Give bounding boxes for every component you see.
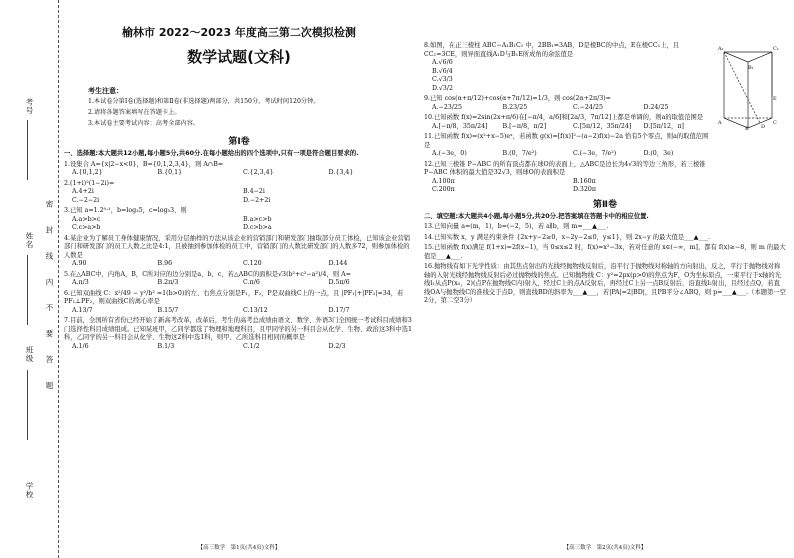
question-stem: 4.某企业为了解员工身体健康情况，采用分层抽样的方法从该企业的营销部门和研发部门抽取部分员工体检，已知该企业营销部门和研发部门的员工人数之比是4:1，且被抽到参加体检的员工中，营销部门的人数比研发部门的人数多72，则参加体检的人数是 — [64, 234, 411, 259]
page-one — [64, 0, 414, 558]
school-label: 学校 — [25, 482, 34, 499]
exam-number-line — [27, 120, 28, 180]
answer-option: B.160π — [573, 177, 596, 185]
question — [64, 317, 414, 351]
answer-option: B.2π/3 — [157, 279, 179, 287]
seal-notice: 密 封 线 内 不 要 答 题 — [45, 200, 54, 397]
answer-option: D.2/3 — [328, 342, 346, 350]
question — [64, 271, 414, 288]
answer-option: A.√6/6 — [432, 59, 453, 66]
blank-question-list — [424, 223, 786, 306]
answer-option: C.13/12 — [243, 306, 268, 314]
answer-option: D.[5π/12，π] — [643, 122, 684, 130]
answer-option: A.[−π/8，35π/24] — [432, 122, 488, 130]
answer-option: C.−2−2i — [72, 196, 100, 204]
answer-option: D.c>b>a — [243, 224, 272, 232]
answer-option: B.4−2i — [243, 188, 265, 196]
binding-strip — [0, 0, 59, 558]
answer-option: D.144 — [328, 260, 348, 268]
question-stem: 10.已知函数 f(x)=2sin(2x+π/6)在[−π/4，a/6]和[2a/3，7π/12]上都是单调的，则a的取值范围是 — [424, 114, 704, 121]
answer-option: B.{0,1} — [157, 169, 183, 177]
question — [424, 161, 714, 195]
question-stem: 3.已知 a=1.2⁰·¹，b=log₃5，c=log₅3，则 — [64, 207, 187, 215]
question-stem: 2.(1+i)²(1−2i)= — [64, 179, 115, 187]
answer-option: B.(0，7/e²) — [502, 150, 537, 157]
answer-option: C.−24/25 — [573, 103, 604, 111]
fill-in-question: 14.已知实数 x，y 满足约束条件 {2x+y−2≥0，x−2y−2≤0，y≤1}，则 2x−y 的最大值是___▲___. — [424, 233, 710, 241]
fill-in-question: 13.已知向量 a=(m，1)，b=(−2，5)，若 a∥b，则 m=___▲___. — [424, 223, 609, 231]
name-line — [27, 255, 28, 325]
answer-option: A.(−3e，0) — [432, 150, 467, 157]
answer-option: A.100π — [432, 177, 455, 185]
question-stem: 12.已知三棱锥 P−ABC 的所有顶点都在球O的表面上，△ABC是边长为4√3的等边三角形，若三棱锥 P−ABC 体积的最大值是32√3，则球O的表面积是 — [424, 160, 706, 176]
figure-label: C₁ — [773, 46, 779, 52]
answer-option: D.{3,4} — [328, 169, 354, 177]
part-two-title: 第Ⅱ卷 — [593, 199, 617, 210]
answer-option: D.24/25 — [643, 103, 669, 111]
answer-option: D.320π — [573, 186, 596, 193]
notice-item: 3.本试卷主要考试内容：高考全部内容。 — [88, 120, 200, 128]
answer-option: A.13/7 — [72, 306, 93, 314]
fill-in-question: 16.抛物线有如下光学性质：由其焦点射出的光线经抛物线反射后，沿平行于抛物线对称轴的方向射出，反之，平行于抛物线对称轴的入射光线经抛物线反射后必过抛物线的焦点。已知抛物线 C：y²=2px(p>0)的焦点为F，O为坐标原点，一束平行于x轴的光线l₁从点P(x₀，2)(点P在抛物线C内)射入，经过C上的点A反射后，再经过C上另一点B反射后，沿直线l₂射出，且经过点Q，若直线OA与抛物线C的准线交于点D，则直线BD的斜率为___▲___，若|PA|=2|BD|，且PB平分∠ABQ，则 p=___▲___.（本题第一空2分，第二空3分） — [424, 263, 786, 305]
answer-option: C.[5π/12，35π/24] — [573, 122, 632, 130]
figure-label: A — [718, 120, 722, 126]
answer-option: B.15/7 — [157, 306, 179, 314]
answer-option: C.200π — [432, 186, 455, 193]
figure-label: A₁ — [718, 46, 724, 52]
notice-box — [88, 85, 414, 130]
question-stem: 9.已知 cos(α+π/12)+cos(α+7π/12)=1/3，则 cos(2α+2π/3)= — [424, 95, 611, 102]
answer-option: A.4+2i — [72, 188, 94, 196]
notice-item: 2.请将各题答案填写在答题卡上。 — [88, 109, 181, 117]
question — [64, 207, 414, 233]
answer-option: C.c>a>b — [72, 224, 101, 232]
answer-option: A.a>b>c — [72, 215, 101, 223]
question — [64, 161, 414, 178]
answer-option: D.17/7 — [328, 306, 350, 314]
answer-option: A.{0,1,2} — [72, 169, 103, 177]
section-two-instructions: 二、填空题:本大题共4小题,每小题5分,共20分.把答案填在答题卡中的相应位置. — [424, 212, 649, 220]
section-one-instructions: 一、选择题:本大题共12小题,每小题5分,共60分.在每小题给出的四个选项中,只有一项是符合题目要求的. — [64, 150, 359, 158]
question-stem: 7.目前，全国所有省份已经开始了新高考改革，改革后，考生的高考总成绩由语文、数学、外语3门全国统一考试科目成绩和3门选择性科目成绩组成。已知某班甲，乙同学都选了物理和地理科目，且甲同学的另一科目会从化学、生物、政治这3科中选1科，乙同学的另一科目会从化学、生物这2科中选1科，则甲、乙所选科目相同的概率是 — [64, 317, 413, 342]
answer-option: A.1/6 — [72, 342, 89, 350]
class-label: 班级 — [25, 346, 34, 363]
question-list — [64, 161, 414, 352]
question — [64, 235, 414, 269]
figure-label: B — [745, 126, 749, 132]
answer-option: D.5π/6 — [328, 279, 350, 287]
question — [424, 114, 714, 131]
question-stem: 6.已知双曲线 C：x²/49 − y²/b² =1(b>0)的左、右焦点分别是F₁，F₂，P是双曲线C上的一点，且 |PF₁|+|PF₂|=34，若 PF₁⊥PF₂，则双曲线C的离心率是 — [64, 289, 404, 306]
answer-option: C.π/6 — [243, 279, 260, 287]
answer-option: D.−2+2i — [243, 196, 271, 204]
answer-option: B.1/3 — [157, 342, 175, 350]
class-line — [27, 370, 28, 440]
question — [64, 290, 414, 316]
question — [424, 42, 714, 93]
fill-in-question: 15.已知函数 f(x)满足 f(1+x)=2f(x−1)，当 0≤x≤2 时，f(x)=x²−3x，若对任意的 x∈(−∞，m]，都有 f(x)≥−8，则 m 的最大值是___▲___. — [424, 244, 786, 260]
question — [424, 95, 714, 112]
figure-label: C — [773, 120, 777, 126]
answer-option: B.23/25 — [502, 103, 528, 111]
question — [424, 133, 714, 159]
exam-header: 榆林市 2022～2023 年度高三第二次模拟检测 — [122, 26, 356, 39]
notice-item: 1.本试卷分第Ⅰ卷(选择题)和第Ⅱ卷(非选择题)两部分，共150分。考试时间120分钟。 — [88, 98, 320, 106]
answer-option: B.96 — [157, 260, 173, 268]
answer-option: A.90 — [72, 260, 87, 268]
question-list — [424, 42, 714, 195]
exam-title: 数学试题(文科) — [187, 47, 291, 66]
question-stem: 1.设集合 A={x|2−x<0}，B={0,1,2,3,4}，则 A∩B= — [64, 160, 224, 168]
answer-option: C.(−3e，7/e²) — [573, 150, 617, 157]
figure-label: D — [761, 124, 766, 130]
page-footer: 【高三数学 第1页(共4页)文科】 — [197, 544, 281, 551]
question-stem: 8.如图，在正三棱柱 ABC−A₁B₁C₁ 中，2BB₁=3AB，D是棱BC的中点，E在棱CC₁上，且CC₁=3CE，则异面直线A₁D与B₁E所成角的余弦值是 — [424, 42, 680, 58]
answer-option: C.√3/3 — [432, 76, 453, 83]
question-stem: 5.在△ABC中，内角A，B，C所对应的边分别是a，b，c，若△ABC的面积是√3(b²+c²−a²)/4，则 A= — [64, 270, 351, 278]
answer-option: B.a>c>b — [243, 215, 272, 223]
question-stem: 11.已知函数 f(x)=(x²+x−5)eˣ，若函数 g(x)=[f(x)]²−(a−2)f(x)−2a 恰有5个零点，则a的取值范围是 — [424, 133, 709, 149]
name-label: 姓名 — [25, 232, 34, 249]
answer-option: C.1/2 — [243, 342, 260, 350]
answer-option: A.−23/25 — [432, 103, 462, 111]
answer-option: B.√6/4 — [432, 67, 453, 75]
question — [64, 180, 414, 206]
part-one-title: 第Ⅰ卷 — [228, 136, 250, 147]
figure-label: E — [773, 96, 777, 102]
notice-heading: 考生注意： — [88, 87, 123, 96]
prism-figure — [718, 42, 778, 130]
answer-option: C.120 — [243, 260, 262, 268]
exam-number-label: 考号 — [25, 98, 34, 115]
answer-option: D.√3/2 — [432, 84, 453, 92]
answer-option: A.π/3 — [72, 279, 89, 287]
answer-option: B.[−π/8，π/2] — [502, 122, 547, 130]
answer-option: C.{2,3,4} — [243, 169, 274, 177]
page-footer: 【高三数学 第2页(共4页)文科】 — [563, 544, 647, 551]
answer-option: D.(0，3e) — [643, 150, 674, 157]
page-two — [424, 0, 786, 558]
figure-label: B₁ — [748, 65, 754, 71]
